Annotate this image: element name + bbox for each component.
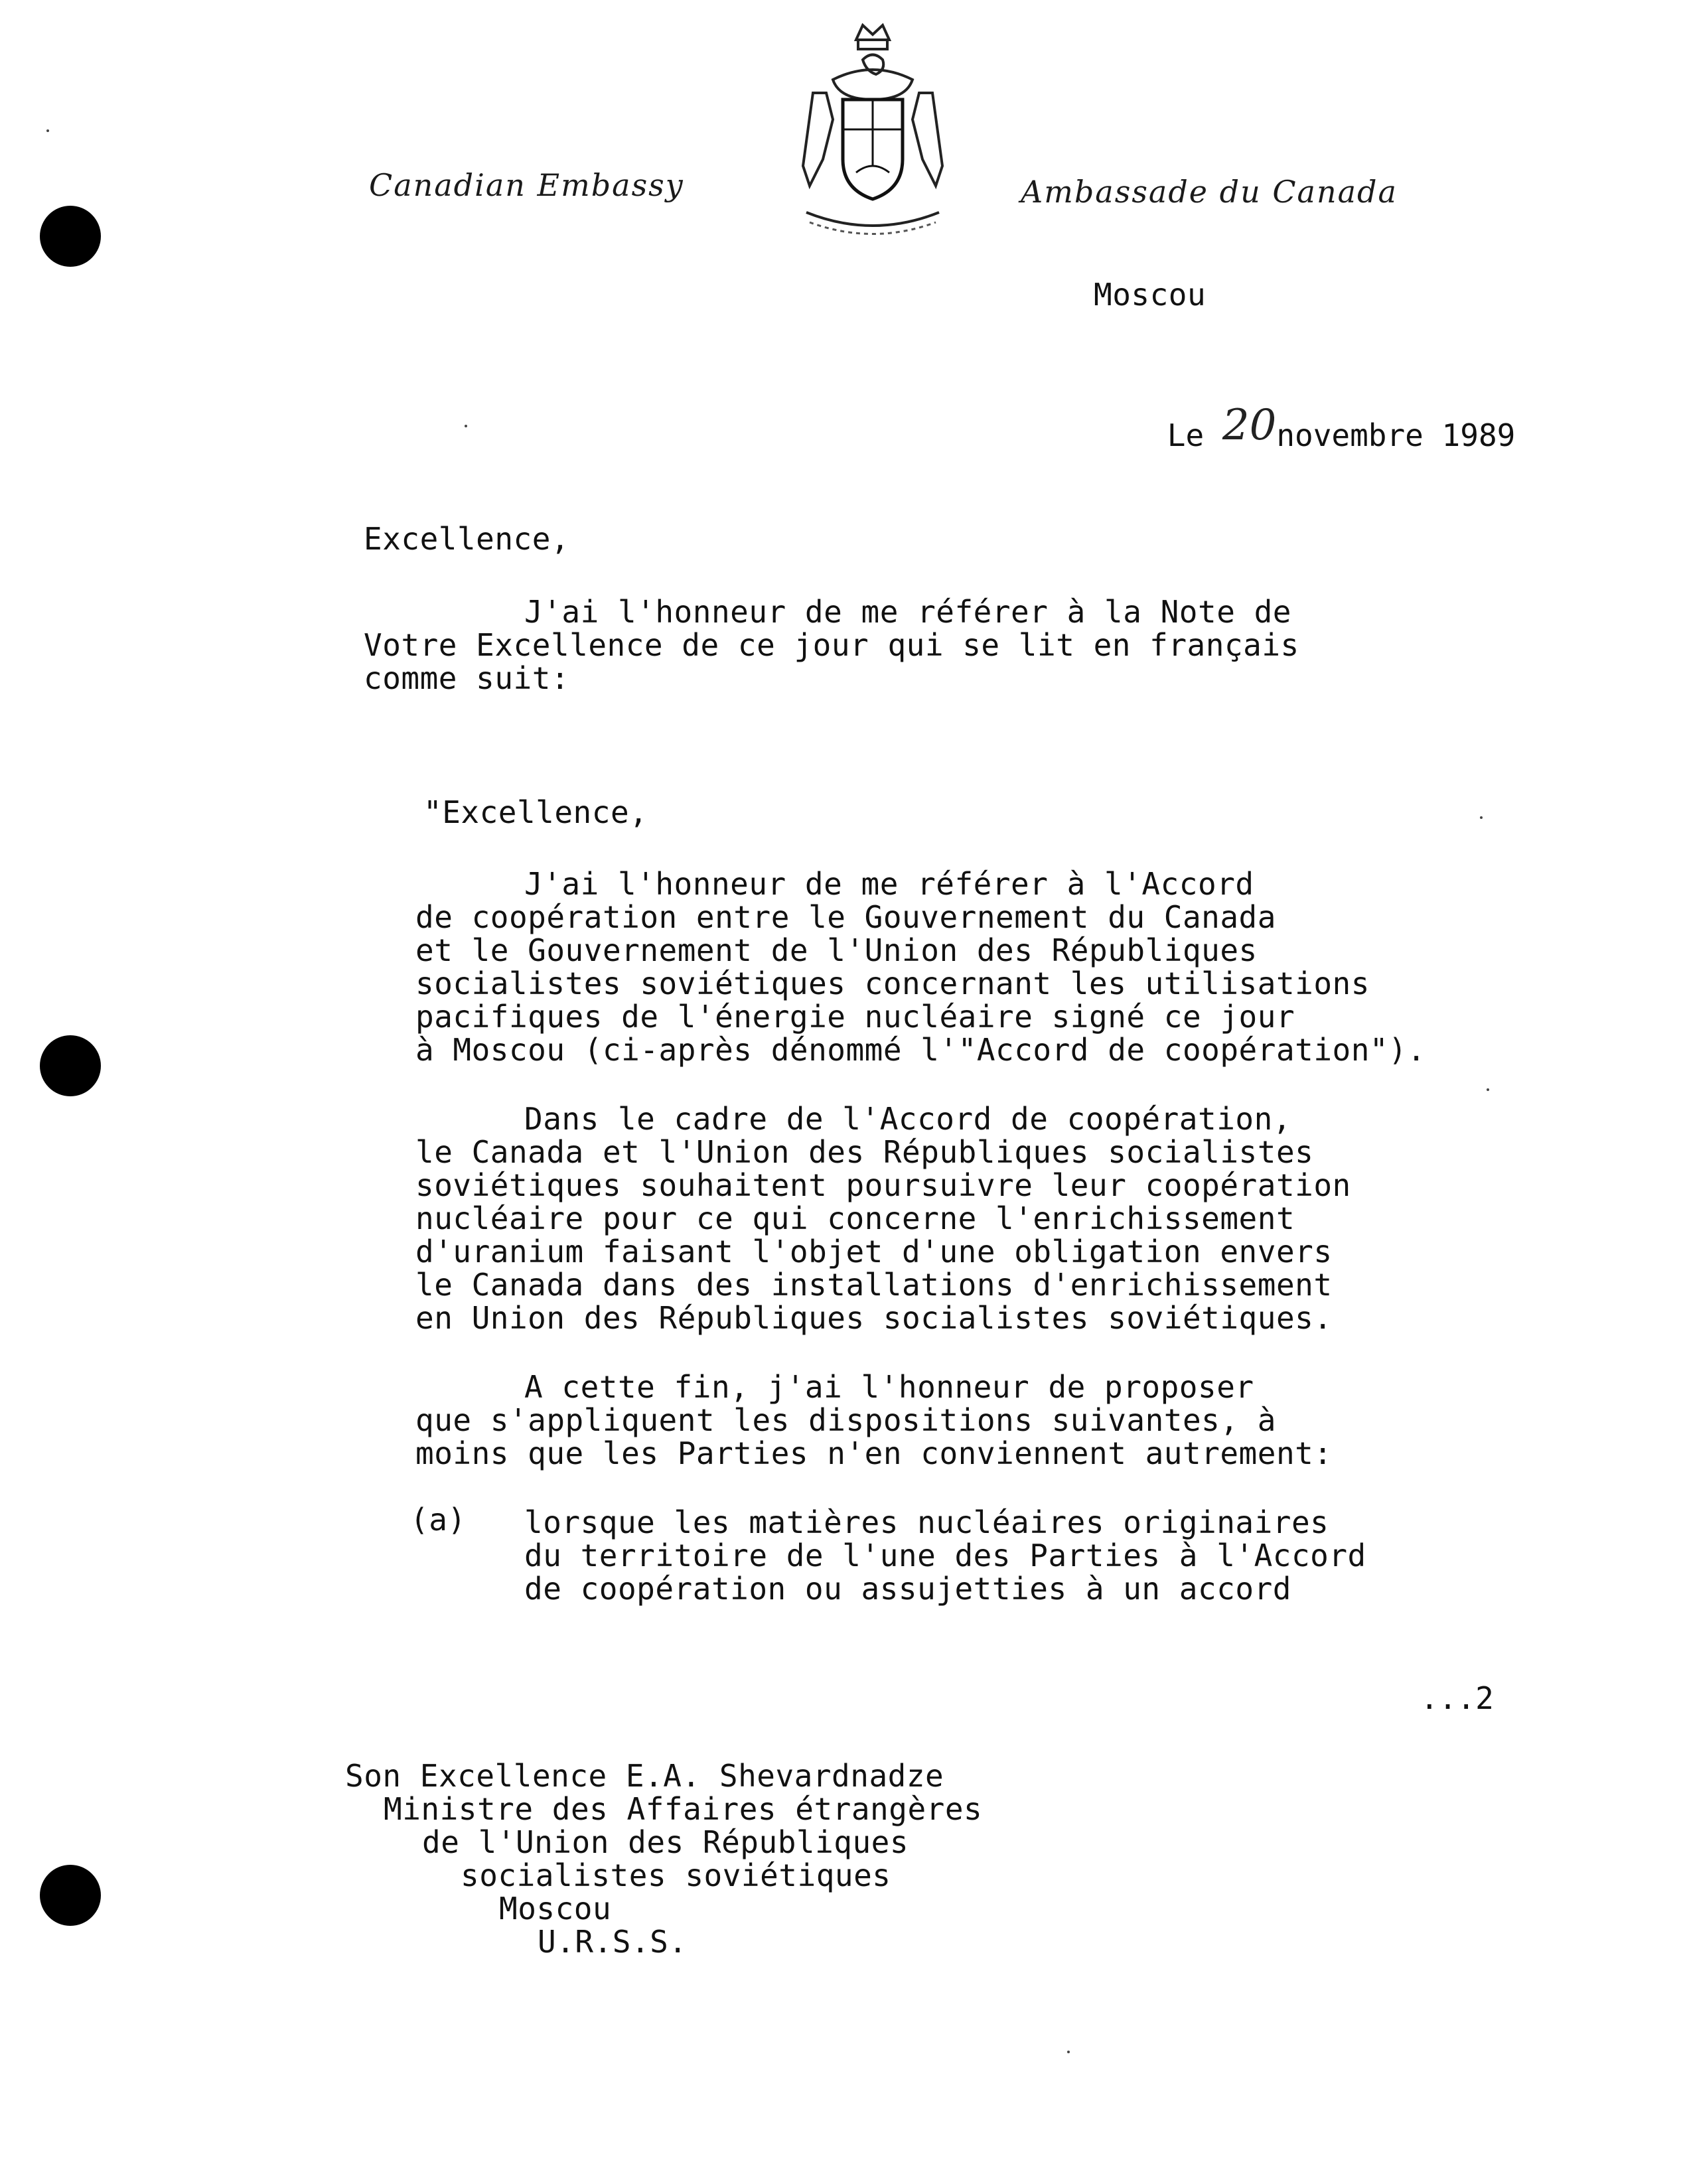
page-continuation: ...2 <box>1420 1680 1494 1716</box>
addressee-line: Son Excellence E.A. Shevardnadze <box>345 1758 944 1794</box>
scan-speck <box>46 129 49 132</box>
item-a-label: (a) <box>410 1502 467 1538</box>
addressee-line: socialistes soviétiques <box>461 1857 891 1893</box>
quoted-paragraph2-line: le Canada dans des installations d'enrichissement <box>415 1267 1333 1303</box>
canadian-coat-of-arms-icon <box>793 20 952 239</box>
addressee-line: Ministre des Affaires étrangères <box>384 1791 983 1827</box>
intro-line: comme suit: <box>364 660 570 696</box>
letterhead-right: Ambassade du Canada <box>1021 174 1398 210</box>
quoted-paragraph2-line: nucléaire pour ce qui concerne l'enrichissement <box>415 1201 1295 1236</box>
date-day-handwritten: 20 <box>1222 401 1277 450</box>
quoted-paragraph2-line: d'uranium faisant l'objet d'une obligation envers <box>415 1234 1333 1270</box>
quoted-paragraph2-line: en Union des Républiques socialistes soviétiques. <box>415 1300 1333 1336</box>
quoted-paragraph1-line: socialistes soviétiques concernant les utilisations <box>415 966 1370 1001</box>
letterhead-left: Canadian Embassy <box>369 167 684 203</box>
quoted-paragraph3-line: moins que les Parties n'en conviennent autrement: <box>415 1435 1333 1471</box>
date-rest: novembre 1989 <box>1276 417 1516 453</box>
date <box>1094 372 1515 492</box>
addressee-line: Moscou <box>499 1891 612 1927</box>
salutation: Excellence, <box>364 521 570 557</box>
date-prefix: Le <box>1167 417 1205 453</box>
intro-line: Votre Excellence de ce jour qui se lit en français <box>364 627 1299 663</box>
quoted-paragraph2-line: soviétiques souhaitent poursuivre leur coopération <box>415 1167 1351 1203</box>
place: Moscou <box>1094 277 1207 313</box>
quoted-paragraph1-line: J'ai l'honneur de me référer à l'Accord <box>524 866 1254 902</box>
item-a-line: du territoire de l'une des Parties à l'Accord <box>524 1538 1366 1573</box>
quoted-paragraph2-line: Dans le cadre de l'Accord de coopération, <box>524 1101 1291 1137</box>
quoted-paragraph1-line: de coopération entre le Gouvernement du Canada <box>415 899 1276 935</box>
punch-hole-bottom <box>40 1865 101 1926</box>
punch-hole-middle <box>40 1035 101 1096</box>
scan-speck <box>1480 816 1483 819</box>
quoted-paragraph3-line: A cette fin, j'ai l'honneur de proposer <box>524 1369 1254 1405</box>
item-a-line: lorsque les matières nucléaires originaires <box>524 1504 1329 1540</box>
scan-speck <box>465 425 467 427</box>
addressee-line: U.R.S.S. <box>538 1924 688 1960</box>
punch-hole-top <box>40 206 101 267</box>
addressee-line: de l'Union des Républiques <box>422 1824 909 1860</box>
quoted-paragraph1-line: pacifiques de l'énergie nucléaire signé ce jour <box>415 999 1295 1035</box>
scan-speck <box>1067 2051 1070 2053</box>
scan-speck <box>1487 1088 1489 1091</box>
quoted-paragraph3-line: que s'appliquent les dispositions suivantes, à <box>415 1402 1276 1438</box>
quoted-paragraph1-line: à Moscou (ci-après dénommé l'"Accord de coopération"). <box>415 1032 1426 1068</box>
quoted-paragraph2-line: le Canada et l'Union des Républiques socialistes <box>415 1134 1314 1170</box>
quoted-paragraph1-line: et le Gouvernement de l'Union des Républiques <box>415 932 1258 968</box>
quoted-salutation: "Excellence, <box>423 794 648 830</box>
item-a-line: de coopération ou assujetties à un accord <box>524 1571 1291 1607</box>
intro-line: J'ai l'honneur de me référer à la Note de <box>524 594 1291 630</box>
